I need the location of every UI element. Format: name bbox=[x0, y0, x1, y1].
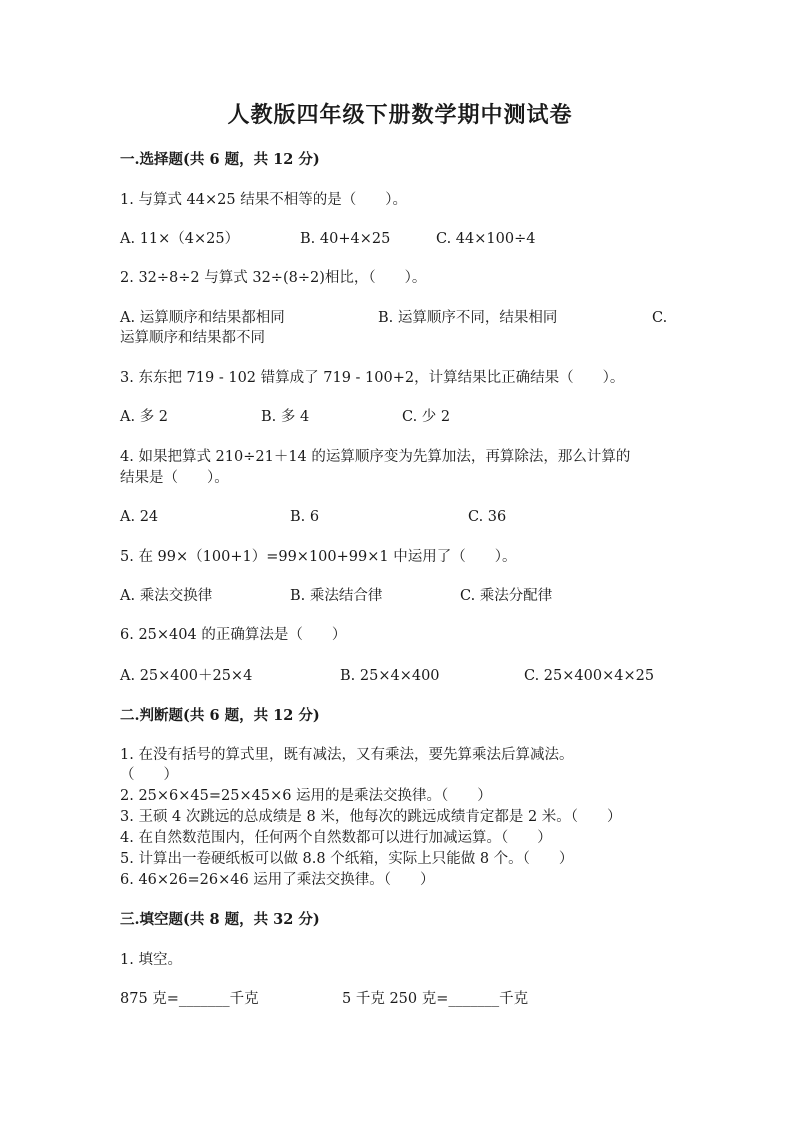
question-1-stem: 1. 与算式 44×25 结果不相等的是（ ）。 bbox=[120, 192, 407, 208]
question-3-option-a: A. 多 2 bbox=[120, 409, 169, 425]
question-5-option-b: B. 乘法结合律 bbox=[290, 588, 383, 604]
judgement-item: （ ） bbox=[120, 767, 178, 783]
question-2-option-a: A. 运算顺序和结果都相同 bbox=[120, 310, 285, 326]
question-6-option-c: C. 25×400×4×25 bbox=[524, 668, 655, 684]
page-title: 人教版四年级下册数学期中测试卷 bbox=[227, 102, 573, 128]
question-2-stem: 2. 32÷8÷2 与算式 32÷(8÷2)相比，（ ）。 bbox=[120, 270, 427, 286]
question-1-option-a: A. 11×（4×25） bbox=[120, 231, 240, 247]
judgement-item: 4. 在自然数范围内，任何两个自然数都可以进行加减运算。（ ） bbox=[120, 830, 552, 846]
question-2-option-c-text: 运算顺序和结果都不同 bbox=[120, 330, 265, 346]
question-2-option-c-label: C. bbox=[652, 310, 668, 326]
judgement-item: 3. 王硕 4 次跳远的总成绩是 8 米，他每次的跳远成绩肯定都是 2 米。（ ） bbox=[120, 809, 622, 825]
question-3-stem: 3. 东东把 719 - 102 错算成了 719 - 100+2，计算结果比正确结果（ ）。 bbox=[120, 370, 625, 386]
fill-blank-1-stem: 1. 填空。 bbox=[120, 952, 182, 968]
question-5-option-a: A. 乘法交换律 bbox=[120, 588, 213, 604]
question-4-option-a: A. 24 bbox=[120, 509, 159, 525]
question-2-option-b: B. 运算顺序不同，结果相同 bbox=[378, 310, 558, 326]
fill-blank-1a: 875 克=_______千克 bbox=[120, 991, 259, 1007]
question-3-option-b: B. 多 4 bbox=[261, 409, 310, 425]
judgement-item: 5. 计算出一卷硬纸板可以做 8.8 个纸箱，实际上只能做 8 个。（ ） bbox=[120, 851, 574, 867]
section-heading-judgement: 二.判断题(共 6 题，共 12 分) bbox=[120, 707, 320, 724]
question-5-option-c: C. 乘法分配律 bbox=[460, 588, 553, 604]
question-6-stem: 6. 25×404 的正确算法是（ ） bbox=[120, 627, 347, 643]
question-5-stem: 5. 在 99×（100+1）=99×100+99×1 中运用了（ ）。 bbox=[120, 549, 517, 565]
section-heading-fill-blank: 三.填空题(共 8 题，共 32 分) bbox=[120, 911, 320, 928]
question-3-option-c: C. 少 2 bbox=[402, 409, 451, 425]
judgement-item: 6. 46×26=26×46 运用了乘法交换律。（ ） bbox=[120, 872, 435, 888]
question-4-option-b: B. 6 bbox=[290, 509, 320, 525]
question-1-option-c: C. 44×100÷4 bbox=[436, 231, 536, 247]
fill-blank-1b: 5 千克 250 克=_______千克 bbox=[342, 991, 529, 1007]
question-6-option-a: A. 25×400＋25×4 bbox=[120, 668, 253, 684]
question-6-option-b: B. 25×4×400 bbox=[340, 668, 440, 684]
judgement-item: 1. 在没有括号的算式里，既有减法，又有乘法，要先算乘法后算减法。 bbox=[120, 747, 574, 763]
question-1-option-b: B. 40+4×25 bbox=[300, 231, 391, 247]
question-4-option-c: C. 36 bbox=[468, 509, 507, 525]
question-4-stem-line1: 4. 如果把算式 210÷21＋14 的运算顺序变为先算加法，再算除法，那么计算的 bbox=[120, 449, 631, 465]
question-4-stem-line2: 结果是（ ）。 bbox=[120, 470, 229, 486]
judgement-item: 2. 25×6×45=25×45×6 运用的是乘法交换律。（ ） bbox=[120, 788, 492, 804]
section-heading-choice: 一.选择题(共 6 题，共 12 分) bbox=[120, 151, 320, 168]
